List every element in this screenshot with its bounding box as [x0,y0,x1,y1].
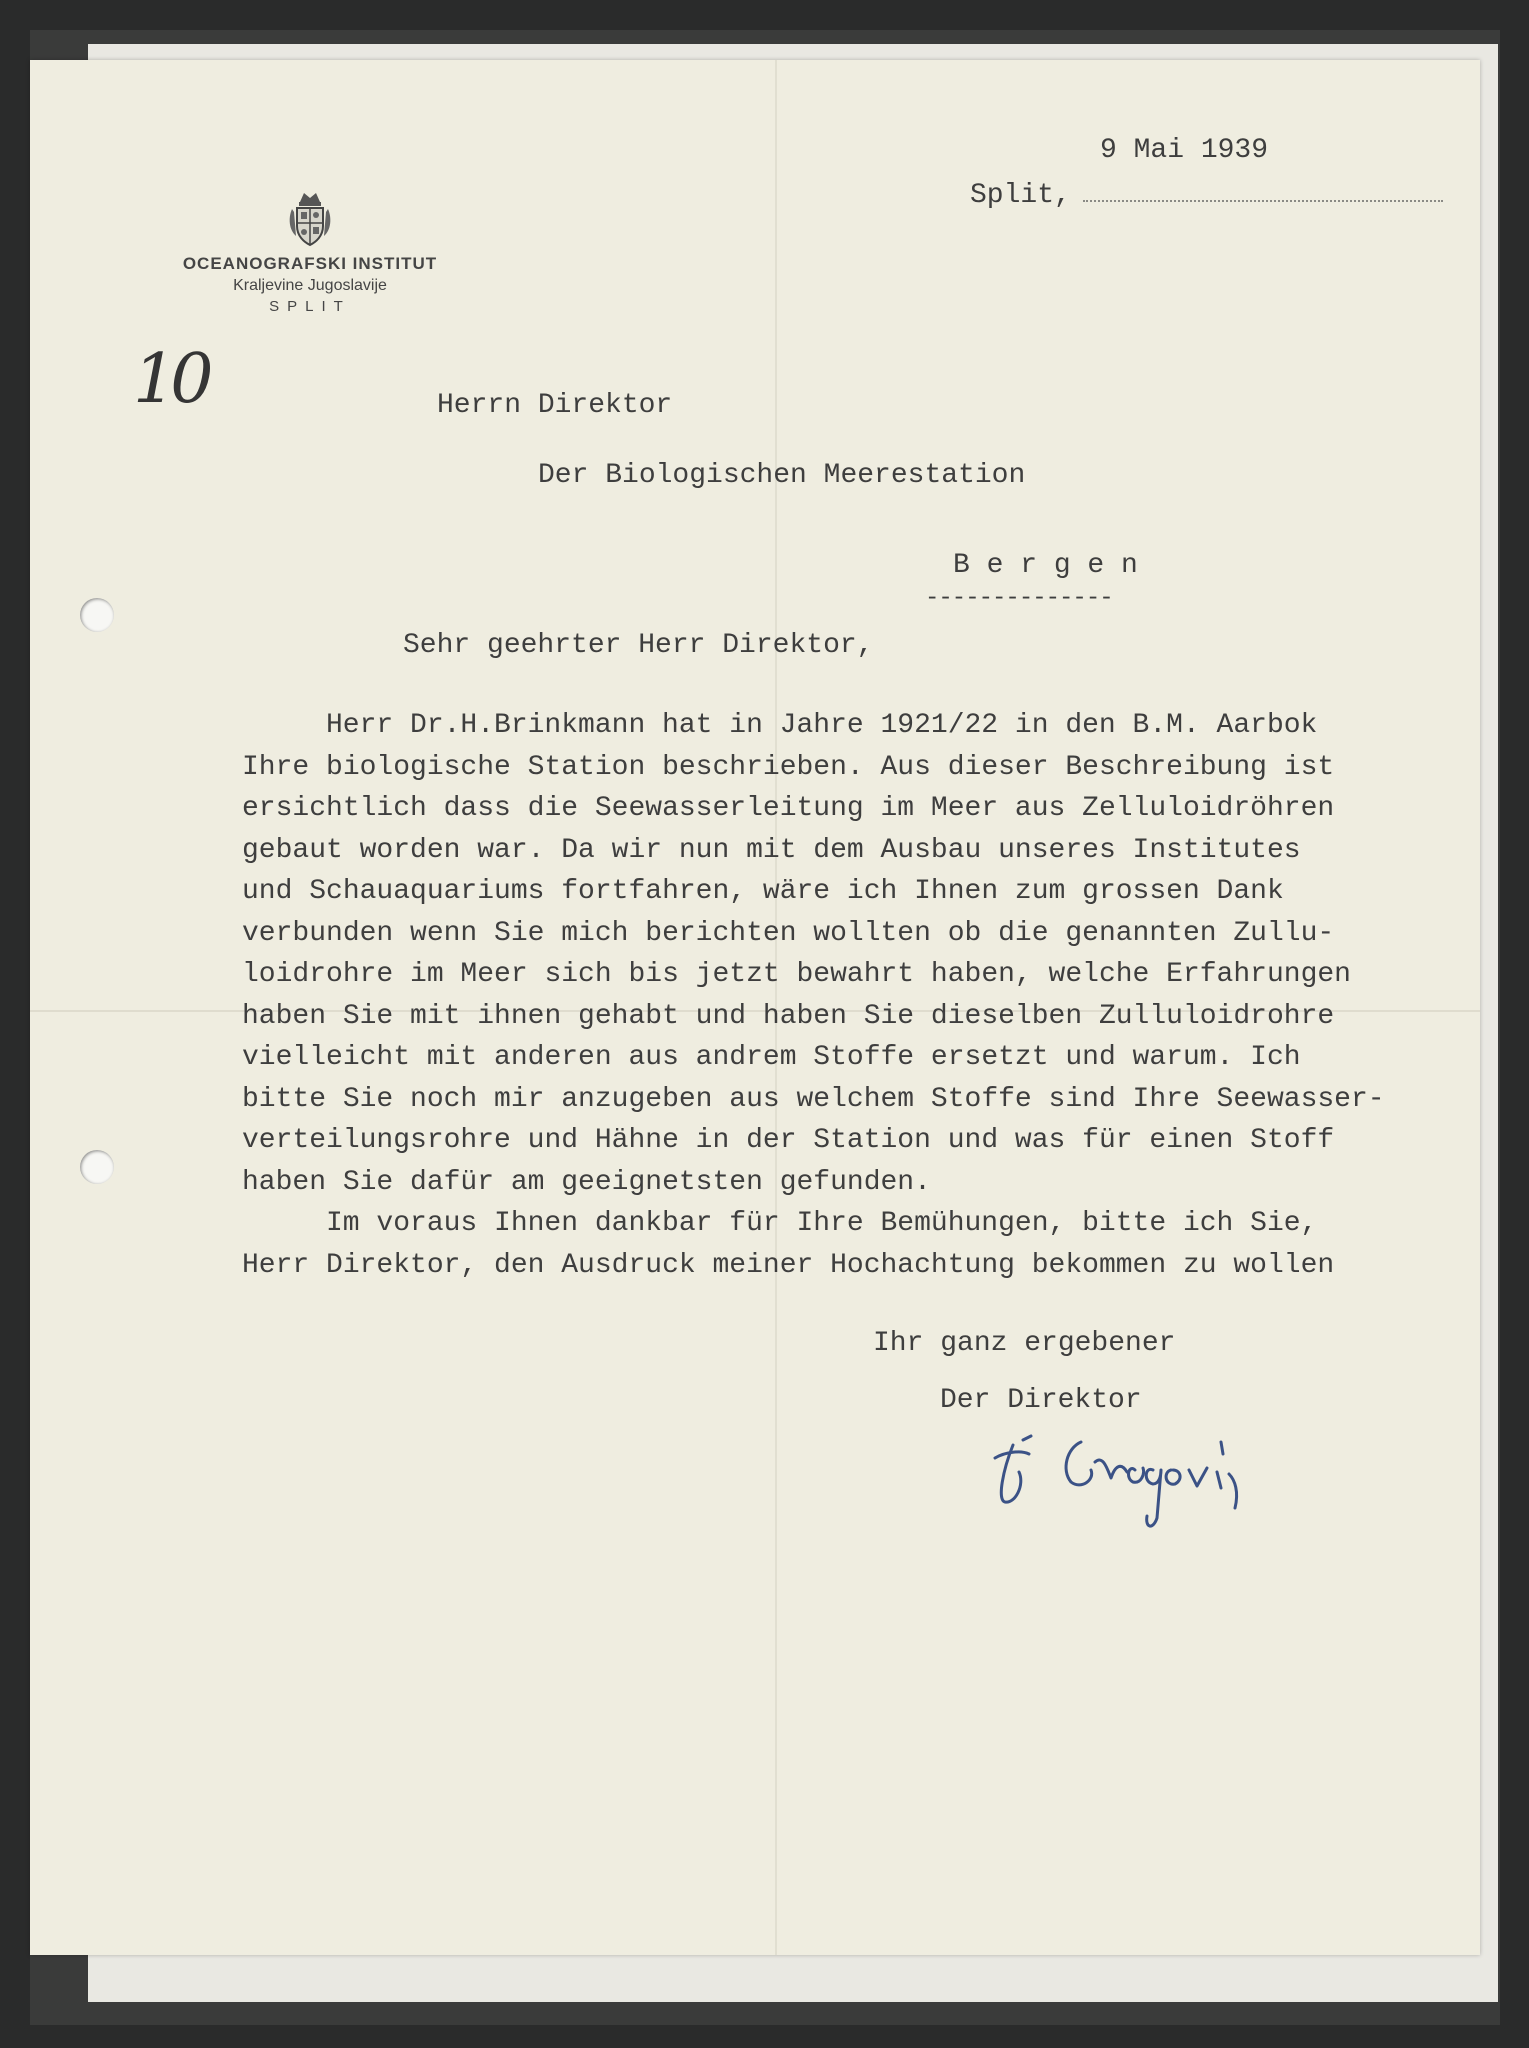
recipient-title: Herrn Direktor [437,390,673,421]
body-line: Herr Dr.H.Brinkmann hat in Jahre 1921/22 in den B.M. Aarbok [326,710,1318,741]
handwritten-signature [985,1390,1285,1540]
punch-hole [80,598,114,632]
body-line: verteilungsrohre und Hähne in der Station und was für einen Stoff [242,1125,1335,1156]
body-line: haben Sie mit ihnen gehabt und haben Sie dieselben Zulluloidrohre [242,1000,1335,1032]
recipient-institution: Der Biologischen Meerestation [538,460,1026,491]
handwritten-margin-note: 10 [133,340,208,419]
body-line: gebaut worden war. Da wir nun mit dem Ausbau unseres Institutes [242,834,1301,866]
letter-place: Split, [970,180,1071,211]
complimentary-close: Ihr ganz ergebener [873,1328,1176,1359]
letterhead [145,190,475,315]
body-line: Ihre biologische Station beschrieben. Aus dieser Beschreibung ist [242,751,1335,783]
institute-name: OCEANOGRAFSKI INSTITUT [182,254,438,273]
recipient-city: B e r g e n [953,550,1138,581]
date-dotted-line [1083,200,1443,202]
closing-line: Herr Direktor, den Ausdruck meiner Hochachtung bekommen zu wollen [242,1249,1335,1281]
institute-city: SPLIT [269,298,351,315]
body-line: und Schauaquariums fortfahren, wäre ich Ihnen zum grossen Dank [242,876,1284,907]
signer-title: Der Direktor [940,1385,1142,1416]
body-line: haben Sie dafür am geeignetsten gefunden. [242,1166,931,1198]
institute-country: Kraljevine Jugoslavije [233,277,387,294]
letter-date: 9 Mai 1939 [1100,135,1269,166]
coat-of-arms-icon [286,190,334,248]
closing-line: Im voraus Ihnen dankbar für Ihre Bemühungen, bitte ich Sie, [326,1208,1318,1239]
letter-body [242,705,1422,1286]
body-line: ersichtlich dass die Seewasserleitung im Meer aus Zelluloidröhren [242,793,1335,824]
punch-hole [80,1150,114,1184]
body-line: bitte Sie noch mir anzugeben aus welchem Stoffe sind Ihre Seewasser- [242,1083,1385,1115]
body-line: vielleicht mit anderen aus andrem Stoffe ersetzt und warum. Ich [242,1042,1301,1073]
recipient-city-underline: -------------- [925,585,1113,612]
body-line: loidrohre im Meer sich bis jetzt bewahrt haben, welche Erfahrungen [242,959,1351,990]
body-line: verbunden wenn Sie mich berichten wollten ob die genannten Zullu- [242,917,1335,949]
salutation: Sehr geehrter Herr Direktor, [403,630,874,661]
